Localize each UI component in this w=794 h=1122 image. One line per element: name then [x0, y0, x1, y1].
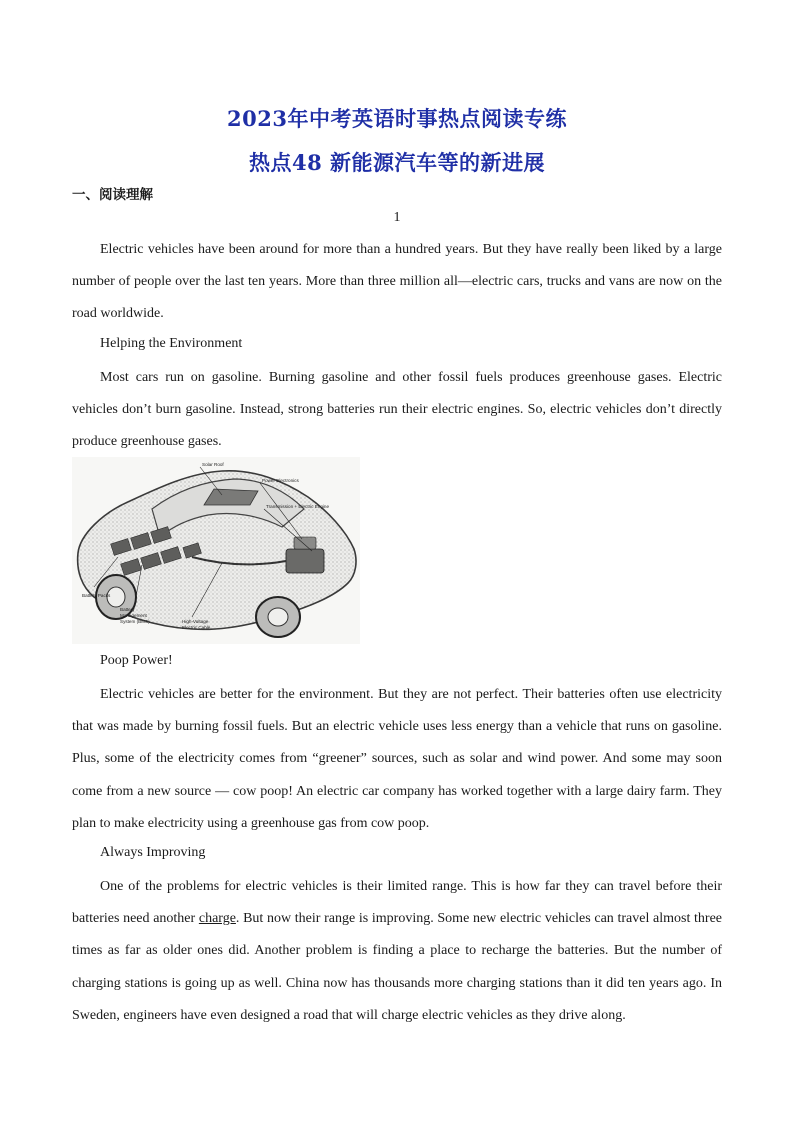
subheading-poop-power: Poop Power!	[100, 653, 173, 668]
label-battery-packs: Battery Packs	[82, 593, 111, 598]
subheading-always-improving: Always Improving	[100, 845, 206, 860]
label-transmission: Transmission + Electric Engine	[266, 504, 330, 509]
paragraph-4-part-a: One of the problems for electric vehicles is their limited range. This is how far they can travel before their batteries need another	[72, 879, 722, 927]
subheading-helping-environment: Helping the Environment	[100, 336, 243, 351]
label-bms-3: System (BMS)	[120, 619, 150, 624]
paragraph-2: Most cars run on gasoline. Burning gasoline and other fossil fuels produces greenhouse gases. Electric vehicles don’t burn gasoline. Instead, strong batteries run their electric engines. So, electric vehicles don’t directly produce greenhouse gases.	[72, 370, 722, 450]
label-bms-1: Battery	[120, 607, 135, 612]
paragraph-3: Electric vehicles are better for the environment. But they are not perfect. Their batteries often use electricity that was made by burning fossil fuels. But an electric vehicle uses less energy than a vehicle that runs on gasoline. Plus, some of the electricity comes from “greener” sources, such as solar and wind power. And some may soon come from a new source — cow poop! An electric car company has worked together with a large dairy farm. They plan to make electricity using a greenhouse gas from cow poop.	[72, 687, 722, 831]
paragraph-1: Electric vehicles have been around for more than a hundred years. But they have really been liked by a large number of people over the last ten years. More than three million all—electric cars, trucks and vans are now on the road worldwide.	[72, 242, 722, 322]
electric-car-diagram	[72, 457, 360, 644]
label-solar-roof: Solar Roof	[202, 462, 224, 467]
paragraph-4	[72, 871, 722, 1032]
underlined-word-charge: charge	[198, 911, 236, 927]
label-hv-cable-1: High-Voltage	[182, 619, 209, 624]
document-subtitle: 热点48 新能源汽车等的新进展	[248, 150, 546, 175]
label-power-electronics: Power Electronics	[262, 478, 299, 483]
paragraph-4-part-b: . But now their range is improving. Some new electric vehicles can travel almost three times as far as older ones did. Another problem is finding a place to recharge the batteries. But the number of charging stations is going up as well. China now has thousands more charging stations than it did ten years ago. In Sweden, engineers have even designed a road that will charge electric vehicles as they drive along.	[72, 911, 722, 1023]
question-number: 1	[393, 210, 401, 225]
label-hv-cable-2: Electric Cable	[182, 625, 211, 630]
document-title: 2023年中考英语时事热点阅读专练	[227, 106, 567, 131]
label-bms-2: Management	[120, 613, 147, 618]
section-heading: 一、阅读理解	[72, 187, 153, 203]
